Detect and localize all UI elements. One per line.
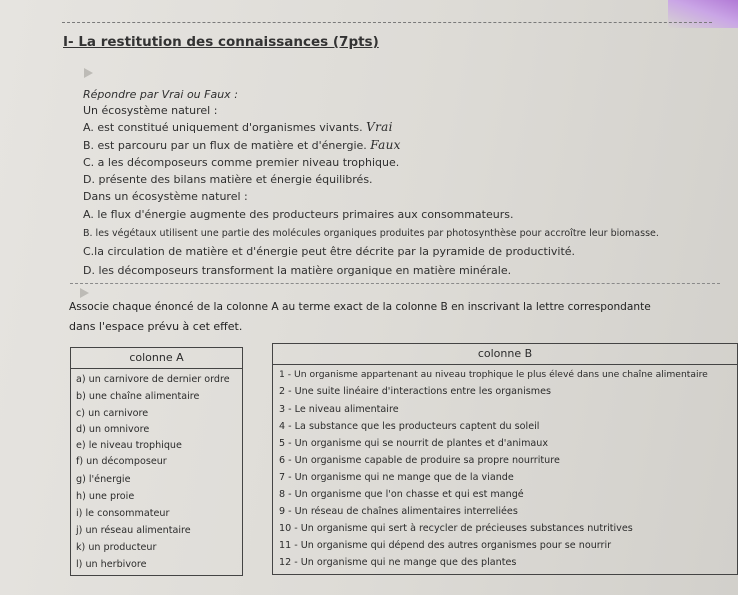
group1-statement-a: A. est constitué uniquement d'organismes vivants. Vrai [83,120,393,134]
column-b-item: 2 - Une suite linéaire d'interactions entre les organismes [279,386,552,397]
arrow-bullet-icon [80,288,89,298]
column-a-table [70,347,243,576]
group2-statement-a: A. le flux d'énergie augmente des producteurs primaires aux consommateurs. [83,208,514,221]
column-b-item: 8 - Un organisme que l'on chasse et qui est mangé [279,489,524,500]
column-a-item: i) le consommateur [76,508,170,519]
column-b-item: 11 - Un organisme qui dépend des autres organismes pour se nourrir [279,540,612,551]
part1-instruction: Répondre par Vrai ou Faux : [83,88,238,101]
column-a-item: l) un herbivore [76,559,147,570]
group1-intro: Un écosystème naturel : [83,104,218,117]
column-a-item: e) le niveau trophique [76,440,182,451]
column-b-item: 12 - Un organisme qui ne mange que des plantes [279,557,517,568]
column-b-item: 1 - Un organisme appartenant au niveau trophique le plus élevé dans une chaîne alimentaire [279,369,708,380]
column-a-item: d) un omnivore [76,424,150,435]
arrow-bullet-icon [84,68,93,78]
group2-intro: Dans un écosystème naturel : [83,190,248,203]
handwritten-answer-b: Faux [370,138,401,152]
part2-instruction-line1: Associe chaque énoncé de la colonne A au terme exact de la colonne B en inscrivant la lettre correspondante [69,301,651,313]
column-b-table [272,343,738,575]
group2-statement-b: B. les végétaux utilisent une partie des molécules organiques produites par photosynthèse pour accroître leur biomasse. [83,228,659,239]
column-b-item: 4 - La substance que les producteurs captent du soleil [279,421,540,432]
column-a-item: h) une proie [76,491,135,502]
group1-statement-b: B. est parcouru par un flux de matière et d'énergie. Faux [83,138,401,152]
group1-statement-d: D. présente des bilans matière et énergie équilibrés. [83,173,373,186]
middle-dashed-divider [70,283,720,284]
column-b-item: 5 - Un organisme qui se nourrit de plantes et d'animaux [279,438,549,449]
column-a-item: a) un carnivore de dernier ordre [76,374,230,385]
column-b-item: 3 - Le niveau alimentaire [279,404,399,415]
part2-instruction-line2: dans l'espace prévu à cet effet. [69,320,243,333]
column-b-item: 6 - Un organisme capable de produire sa propre nourriture [279,455,560,466]
purple-corner-decoration [668,0,738,28]
handwritten-answer-a: Vrai [366,120,393,134]
column-a-item: j) un réseau alimentaire [76,525,191,536]
column-a-header: colonne A [71,348,242,369]
column-b-item: 9 - Un réseau de chaînes alimentaires interreliées [279,506,518,517]
column-b-header: colonne B [273,344,737,365]
column-b-item: 10 - Un organisme qui sert à recycler de précieuses substances nutritives [279,523,633,534]
section-title: I- La restitution des connaissances (7pts) [63,34,379,50]
column-a-item: b) une chaîne alimentaire [76,391,200,402]
group1-statement-c: C. a les décomposeurs comme premier niveau trophique. [83,156,400,169]
group2-statement-c: C.la circulation de matière et d'énergie peut être décrite par la pyramide de productivité. [83,245,576,258]
column-b-item: 7 - Un organisme qui ne mange que de la viande [279,472,514,483]
column-a-item: g) l'énergie [76,474,131,485]
column-a-item: c) un carnivore [76,408,149,419]
column-a-item: f) un décomposeur [76,456,167,467]
column-a-item: k) un producteur [76,542,157,553]
top-dashed-divider [62,22,712,23]
group2-statement-d: D. les décomposeurs transforment la matière organique en matière minérale. [83,264,512,277]
